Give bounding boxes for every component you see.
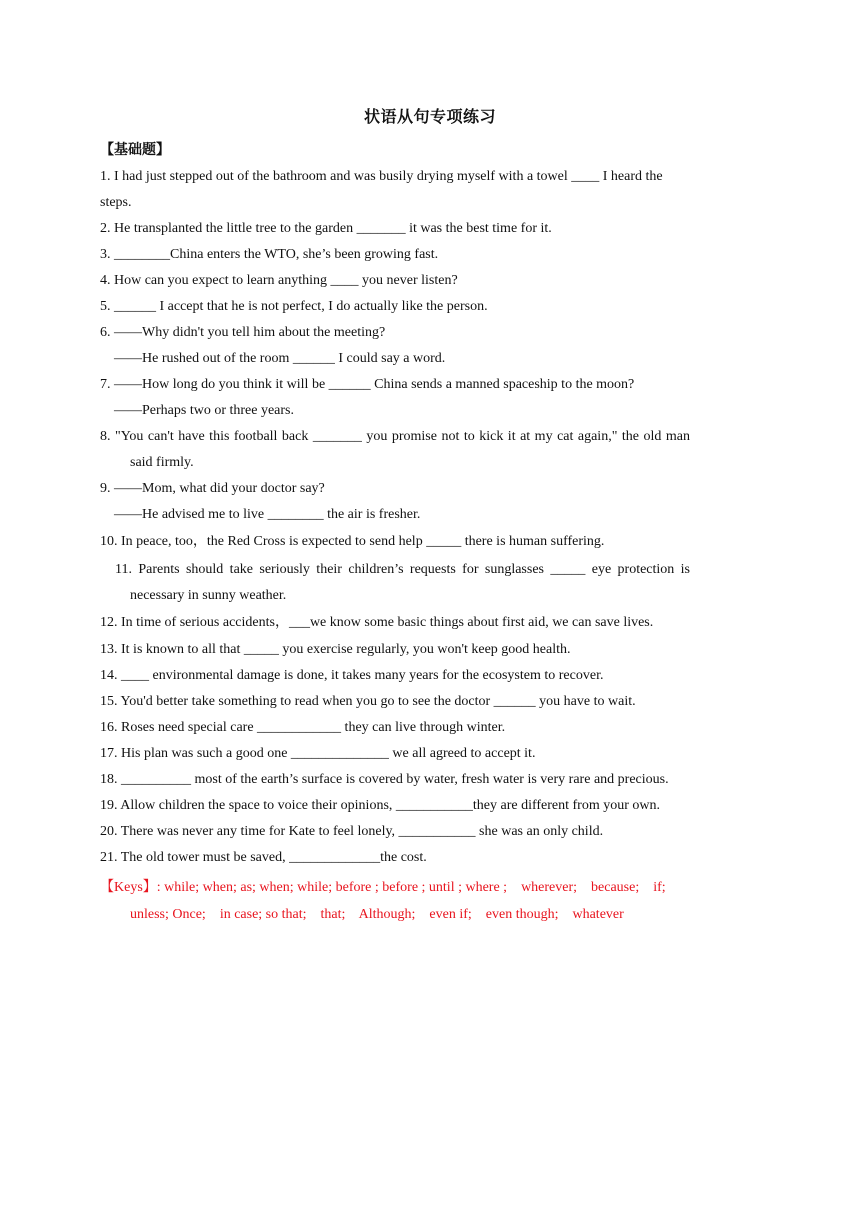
- question-text: How can you expect to learn anything ____ you never listen?: [114, 273, 458, 288]
- question-15: [100, 689, 690, 715]
- question-10: [100, 529, 690, 555]
- question-21: [100, 845, 690, 871]
- question-text-continued: steps.: [100, 195, 132, 210]
- question-20: [100, 819, 690, 845]
- question-3: [100, 242, 690, 268]
- question-18: [100, 767, 690, 793]
- question-1-continued: [100, 190, 690, 216]
- answer-keys: [100, 874, 690, 928]
- question-text: ______ I accept that he is not perfect, I do actually like the person.: [114, 299, 488, 314]
- question-number: 21.: [100, 850, 118, 865]
- question-text: Allow children the space to voice their opinions, ___________they are different from your own.: [120, 798, 661, 813]
- question-13: [100, 637, 690, 663]
- question-7: [100, 372, 690, 424]
- question-14: [100, 663, 690, 689]
- question-text: Roses need special care ____________ they can live through winter.: [121, 720, 506, 735]
- question-number: 15.: [100, 694, 118, 709]
- question-9: [100, 476, 690, 528]
- question-number: 6.: [100, 325, 111, 340]
- question-2: [100, 216, 690, 242]
- page-title: 状语从句专项练习: [363, 109, 496, 126]
- question-number: 16.: [100, 720, 118, 735]
- dialogue-line: ——Perhaps two or three years.: [114, 403, 295, 418]
- dialogue-line: ——Mom, what did your doctor say?: [114, 481, 325, 496]
- question-5: [100, 294, 690, 320]
- question-number: 2.: [100, 221, 111, 236]
- question-text: He transplanted the little tree to the garden _______ it was the best time for it.: [114, 221, 552, 236]
- question-number: 14.: [100, 668, 118, 683]
- question-text: Parents should take seriously their children’s requests for sunglasses _____ eye protection is necessary in sunny weather.: [130, 562, 691, 603]
- question-11: [100, 557, 690, 609]
- question-1: [100, 164, 690, 190]
- dialogue-line: ——Why didn't you tell him about the meeting?: [114, 325, 386, 340]
- question-text: I had just stepped out of the bathroom and was busily drying myself with a towel ____ I heard the: [114, 169, 663, 184]
- question-6: [100, 320, 690, 372]
- question-number: 10.: [100, 534, 118, 549]
- dialogue-line: ——How long do you think it will be ______ China sends a manned spaceship to the moon?: [114, 377, 635, 392]
- question-number: 4.: [100, 273, 111, 288]
- question-number: 3.: [100, 247, 111, 262]
- question-number: 9.: [100, 481, 111, 496]
- question-number: 8.: [100, 429, 111, 444]
- keys-label: 【Keys】: [100, 880, 157, 895]
- question-number: 1.: [100, 169, 111, 184]
- question-number: 12.: [100, 615, 118, 630]
- question-17: [100, 741, 690, 767]
- dialogue-line: ——He advised me to live ________ the air is fresher.: [114, 507, 421, 522]
- section-heading: 【基础题】: [100, 143, 170, 158]
- question-16: [100, 715, 690, 741]
- question-text: In time of serious accidents，___we know some basic things about first aid, we can save lives.: [121, 615, 654, 630]
- question-text: ____ environmental damage is done, it takes many years for the ecosystem to recover.: [121, 668, 604, 683]
- question-list: [100, 164, 690, 928]
- question-12: [100, 609, 690, 637]
- question-text: ________China enters the WTO, she’s been growing fast.: [114, 247, 439, 262]
- question-4: [100, 268, 690, 294]
- question-text: In peace, too，the Red Cross is expected to send help _____ there is human suffering.: [121, 534, 605, 549]
- question-19: [100, 793, 690, 819]
- question-number: 20.: [100, 824, 118, 839]
- question-text: His plan was such a good one ______________ we all agreed to accept it.: [121, 746, 536, 761]
- question-text: You'd better take something to read when you go to see the doctor ______ you have to wait.: [120, 694, 636, 709]
- question-number: 11.: [115, 562, 132, 577]
- question-text: __________ most of the earth’s surface is covered by water, fresh water is very rare and precious.: [121, 772, 669, 787]
- keys-text: : while; when; as; when; while; before ; before ; until ; where ; wherever; because; if; unless; Once; in case; so that; that; Although; even if; even though; whatever: [130, 880, 680, 922]
- question-number: 7.: [100, 377, 111, 392]
- question-text: The old tower must be saved, _____________the cost.: [120, 850, 427, 865]
- question-number: 17.: [100, 746, 118, 761]
- question-text: It is known to all that _____ you exercise regularly, you won't keep good health.: [121, 642, 571, 657]
- question-text: "You can't have this football back _______ you promise not to kick it at my cat again," the old man said firmly.: [115, 429, 690, 470]
- question-number: 13.: [100, 642, 118, 657]
- question-text: There was never any time for Kate to feel lonely, ___________ she was an only child.: [120, 824, 604, 839]
- question-8: [100, 424, 690, 476]
- dialogue-line: ——He rushed out of the room ______ I could say a word.: [114, 351, 446, 366]
- question-number: 19.: [100, 798, 118, 813]
- question-number: 5.: [100, 299, 111, 314]
- question-number: 18.: [100, 772, 118, 787]
